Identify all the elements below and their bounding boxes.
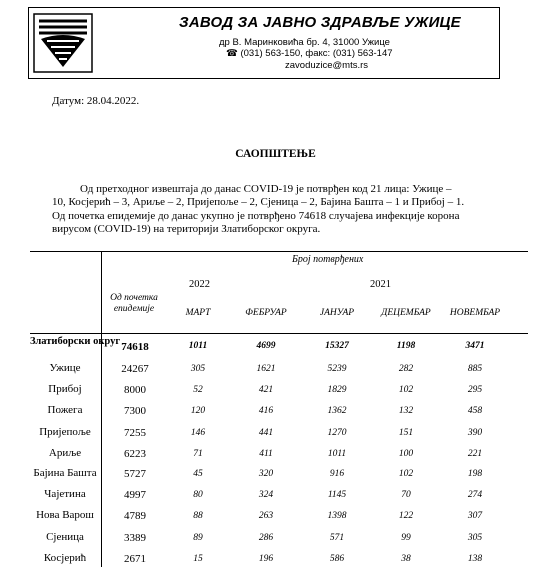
cell: 15	[193, 554, 203, 564]
table-row	[0, 383, 551, 403]
cell: 4699	[256, 341, 276, 351]
table-row	[0, 447, 551, 467]
cell: 71	[193, 449, 203, 459]
cell: 274	[467, 490, 483, 500]
cell: 1829	[327, 385, 347, 395]
cell: 5727	[124, 468, 146, 480]
cell: 295	[467, 385, 483, 395]
cell: 80	[193, 490, 203, 500]
cell: 916	[329, 469, 345, 479]
table-row	[0, 552, 551, 572]
cell: 8000	[124, 384, 146, 396]
column-header-december: ДЕЦЕМБАР	[381, 308, 431, 318]
table-row	[0, 426, 551, 446]
cell: 122	[398, 511, 414, 521]
row-name: Сјеница	[46, 531, 84, 543]
cell: 5239	[327, 364, 347, 374]
row-name: Чајетина	[44, 488, 86, 500]
institute-phone: ☎ (031) 563-150, факс: (031) 563-147	[226, 48, 393, 59]
row-name: Ариље	[48, 447, 82, 459]
cell: 1198	[396, 341, 416, 351]
cell: 15327	[325, 341, 349, 351]
cell: 885	[467, 364, 483, 374]
table-top-rule	[30, 251, 528, 252]
column-header-since-start: Од почетка епидемије	[110, 293, 158, 314]
column-header-january: ЈАНУАР	[319, 308, 355, 318]
cell: 1362	[327, 406, 347, 416]
table-row	[0, 404, 551, 424]
cell: 1270	[327, 428, 347, 438]
table-header-rule	[30, 333, 528, 334]
cell: 74618	[121, 341, 149, 353]
cell: 132	[398, 406, 414, 416]
cell: 441	[258, 428, 274, 438]
row-name: Пожега	[47, 404, 83, 416]
cell: 221	[467, 449, 483, 459]
column-header-november: НОВЕМБАР	[449, 308, 501, 318]
cell: 421	[258, 385, 274, 395]
cell: 3471	[465, 341, 485, 351]
cell: 100	[398, 449, 414, 459]
cell: 89	[193, 533, 203, 543]
cell: 88	[193, 511, 203, 521]
institute-logo-icon	[33, 13, 93, 73]
row-name: Прибој	[48, 383, 82, 395]
cell: 146	[190, 428, 206, 438]
cell: 151	[398, 428, 414, 438]
paragraph-line: 10, Косјерић – 3, Ариље – 2, Пријепоље – 2, Сјеница – 2, Бајина Башта – 1 и Прибој – 1.	[52, 196, 465, 209]
cell: 458	[467, 406, 483, 416]
cell: 38	[401, 554, 411, 564]
institute-email[interactable]: zavoduzice@mts.rs	[285, 60, 369, 71]
cell: 1398	[327, 511, 347, 521]
cell: 263	[258, 511, 274, 521]
cell: 390	[467, 428, 483, 438]
cell: 305	[467, 533, 483, 543]
cell: 102	[398, 469, 414, 479]
cell: 305	[190, 364, 206, 374]
row-name: Златиборски округ	[30, 336, 121, 347]
cell: 6223	[124, 448, 146, 460]
cell: 102	[398, 385, 414, 395]
cell: 307	[467, 511, 483, 521]
cell: 138	[467, 554, 483, 564]
cell: 1145	[327, 490, 347, 500]
table-row	[0, 509, 551, 529]
table-row	[0, 531, 551, 551]
paragraph-line: вирусом (COVID-19) на територији Златиборског округа.	[52, 222, 321, 235]
cell: 2671	[124, 553, 146, 565]
cell: 24267	[121, 363, 149, 375]
cell: 120	[190, 406, 206, 416]
cell: 1011	[188, 341, 208, 351]
column-header-march: МАРТ	[185, 308, 211, 318]
table-row	[0, 467, 551, 487]
year-2022: 2022	[189, 279, 210, 290]
row-name: Ужице	[49, 362, 81, 374]
cell: 416	[258, 406, 274, 416]
letterhead	[28, 7, 500, 79]
cell: 196	[258, 554, 274, 564]
cell: 7255	[124, 427, 146, 439]
cell: 4997	[124, 489, 146, 501]
cell: 1621	[256, 364, 276, 374]
column-header-february: ФЕБРУАР	[245, 308, 287, 318]
cell: 7300	[124, 405, 146, 417]
table-row	[0, 488, 551, 508]
cell: 324	[258, 490, 274, 500]
cell: 99	[401, 533, 411, 543]
cell: 571	[329, 533, 345, 543]
row-name: Бајина Башта	[33, 467, 97, 479]
year-2021: 2021	[370, 279, 391, 290]
cell: 282	[398, 364, 414, 374]
institute-address: др В. Маринковића бр. 4, 31000 Ужице	[219, 37, 390, 48]
table-row-total	[0, 336, 551, 356]
cell: 4789	[124, 510, 146, 522]
cell: 3389	[124, 532, 146, 544]
row-name: Пријепоље	[39, 426, 91, 438]
row-name: Косјерић	[43, 552, 87, 564]
row-name: Нова Варош	[36, 509, 94, 521]
cell: 411	[259, 449, 273, 459]
cell: 52	[193, 385, 203, 395]
table-caption: Број потврђених	[292, 254, 364, 265]
announcement-paragraph	[52, 183, 498, 236]
cell: 286	[258, 533, 274, 543]
table-row	[0, 362, 551, 382]
cell: 586	[329, 554, 345, 564]
document-date: Датум: 28.04.2022.	[52, 95, 140, 107]
institute-name: ЗАВОД ЗА ЈАВНО ЗДРАВЉЕ УЖИЦЕ	[179, 14, 461, 31]
cell: 70	[401, 490, 411, 500]
cell: 1011	[327, 449, 347, 459]
cell: 320	[258, 469, 274, 479]
document-heading: САОПШТЕЊЕ	[235, 148, 316, 160]
paragraph-line: Од претходног извештаја до данас COVID-19 је потврђен код 21 лица: Ужице –	[80, 183, 452, 195]
cell: 198	[467, 469, 483, 479]
cell: 45	[193, 469, 203, 479]
paragraph-line: Од почетка епидемије до данас укупно је потврђено 74618 случајева инфекције корона	[52, 209, 460, 222]
